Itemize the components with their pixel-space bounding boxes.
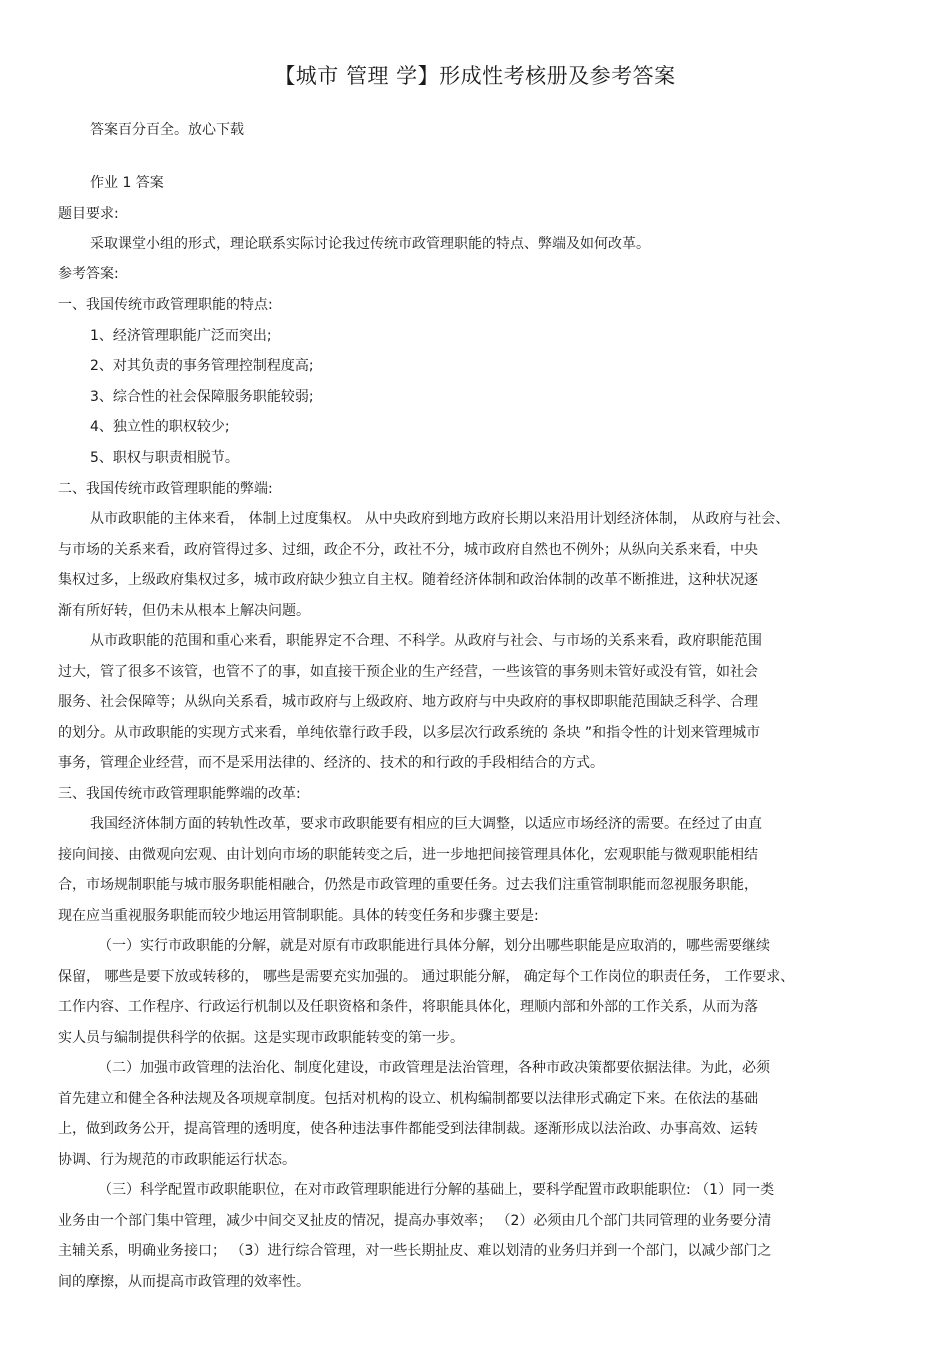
section-3-p1-line: 现在应当重视服务职能而较少地运用管制职能。具体的转变任务和步骤主要是: bbox=[58, 908, 539, 924]
section-3-p4-line: 业务由一个部门集中管理，减少中间交叉扯皮的情况，提高办事效率； （2）必须由几个部门共同管理的业务要分清 bbox=[58, 1213, 772, 1229]
section-3-p3-line: 首先建立和健全各种法规及各项规章制度。包括对机构的设立、机构编制都要以法律形式确定下来。在依法的基础 bbox=[58, 1091, 758, 1107]
section-3-p4-line: 主辅关系，明确业务接口； （3）进行综合管理，对一些长期扯皮、难以划清的业务归并到一个部门，以减少部门之 bbox=[58, 1243, 772, 1259]
section-2-p1-line: 集权过多，上级政府集权过多，城市政府缺少独立自主权。随着经济体制和政治体制的改革不断推进，这种状况逐 bbox=[58, 572, 758, 588]
section-3-p2-line: 工作内容、工作程序、行政运行机制以及任职资格和条件，将职能具体化，理顺内部和外部的工作关系，从而为落 bbox=[58, 999, 758, 1015]
document-title: 【城市 管理 学】形成性考核册及参考答案 bbox=[274, 64, 676, 88]
requirement-text: 采取课堂小组的形式，理论联系实际讨论我过传统市政管理职能的特点、弊端及如何改革。 bbox=[90, 236, 650, 252]
section-2-p1-line: 与市场的关系来看，政府管得过多、过细，政企不分，政社不分，城市政府自然也不例外；从纵向关系来看，中央 bbox=[58, 542, 758, 558]
section-2-heading: 二、我国传统市政管理职能的弊端: bbox=[58, 481, 273, 497]
section-2-p1-line: 从市政职能的主体来看， 体制上过度集权。 从中央政府到地方政府长期以来沿用计划经济体制， 从政府与社会、 bbox=[90, 511, 790, 527]
section-1-item: 1、经济管理职能广泛而突出; bbox=[90, 328, 272, 344]
section-3-heading: 三、我国传统市政管理职能弊端的改革: bbox=[58, 786, 301, 802]
section-3-p2-line: 实人员与编制提供科学的依据。这是实现市政职能转变的第一步。 bbox=[58, 1030, 464, 1046]
section-1-item: 2、对其负责的事务管理控制程度高; bbox=[90, 358, 314, 374]
assignment-heading: 作业 1 答案 bbox=[90, 175, 164, 191]
section-3-p3-line: （二）加强市政管理的法治化、制度化建设，市政管理是法治管理，各种市政决策都要依据法律。为此，必须 bbox=[98, 1060, 770, 1076]
section-2-p2-line: 的划分。从市政职能的实现方式来看，单纯依靠行政手段，以多层次行政系统的 条块 ”和指令性的计划来管理城市 bbox=[58, 725, 761, 741]
section-1-item: 3、综合性的社会保障服务职能较弱; bbox=[90, 389, 314, 405]
section-3-p1-line: 我国经济体制方面的转轨性改革，要求市政职能要有相应的巨大调整，以适应市场经济的需要。在经过了由直 bbox=[90, 816, 762, 832]
section-1-item: 5、职权与职责相脱节。 bbox=[90, 450, 239, 466]
section-2-p2-line: 过大，管了很多不该管，也管不了的事，如直接干预企业的生产经营，一些该管的事务则未管好或没有管，如社会 bbox=[58, 664, 758, 680]
section-2-p1-line: 渐有所好转，但仍未从根本上解决问题。 bbox=[58, 603, 310, 619]
section-3-p1-line: 合，市场规制职能与城市服务职能相融合，仍然是市政管理的重要任务。过去我们注重管制职能而忽视服务职能， bbox=[58, 877, 758, 893]
section-2-p2-line: 从市政职能的范围和重心来看，职能界定不合理、不科学。从政府与社会、与市场的关系来看，政府职能范围 bbox=[90, 633, 762, 649]
requirement-heading: 题目要求: bbox=[58, 206, 119, 222]
section-3-p4-line: （三）科学配置市政职能职位，在对市政管理职能进行分解的基础上，要科学配置市政职能职位: （1）同一类 bbox=[98, 1182, 775, 1198]
section-3-p2-line: （一）实行市政职能的分解，就是对原有市政职能进行具体分解，划分出哪些职能是应取消的，哪些需要继续 bbox=[98, 938, 770, 954]
section-2-p2-line: 服务、社会保障等；从纵向关系看，城市政府与上级政府、地方政府与中央政府的事权即职能范围缺乏科学、合理 bbox=[58, 694, 758, 710]
section-3-p3-line: 上，做到政务公开，提高管理的透明度，使各种违法事件都能受到法律制裁。逐渐形成以法治政、办事高效、运转 bbox=[58, 1121, 758, 1137]
section-3-p4-line: 间的摩擦，从而提高市政管理的效率性。 bbox=[58, 1274, 310, 1290]
section-3-p2-line: 保留， 哪些是要下放或转移的， 哪些是需要充实加强的。 通过职能分解， 确定每个工作岗位的职责任务， 工作要求、 bbox=[58, 969, 795, 985]
answer-heading: 参考答案: bbox=[58, 266, 119, 282]
section-2-p2-line: 事务，管理企业经营，而不是采用法律的、经济的、技术的和行政的手段相结合的方式。 bbox=[58, 755, 604, 771]
section-3-p3-line: 协调、行为规范的市政职能运行状态。 bbox=[58, 1152, 296, 1168]
section-1-heading: 一、我国传统市政管理职能的特点: bbox=[58, 297, 273, 313]
section-1-item: 4、独立性的职权较少; bbox=[90, 419, 230, 435]
intro-line: 答案百分百全。放心下载 bbox=[90, 122, 244, 138]
section-3-p1-line: 接向间接、由微观向宏观、由计划向市场的职能转变之后，进一步地把间接管理具体化，宏观职能与微观职能相结 bbox=[58, 847, 758, 863]
